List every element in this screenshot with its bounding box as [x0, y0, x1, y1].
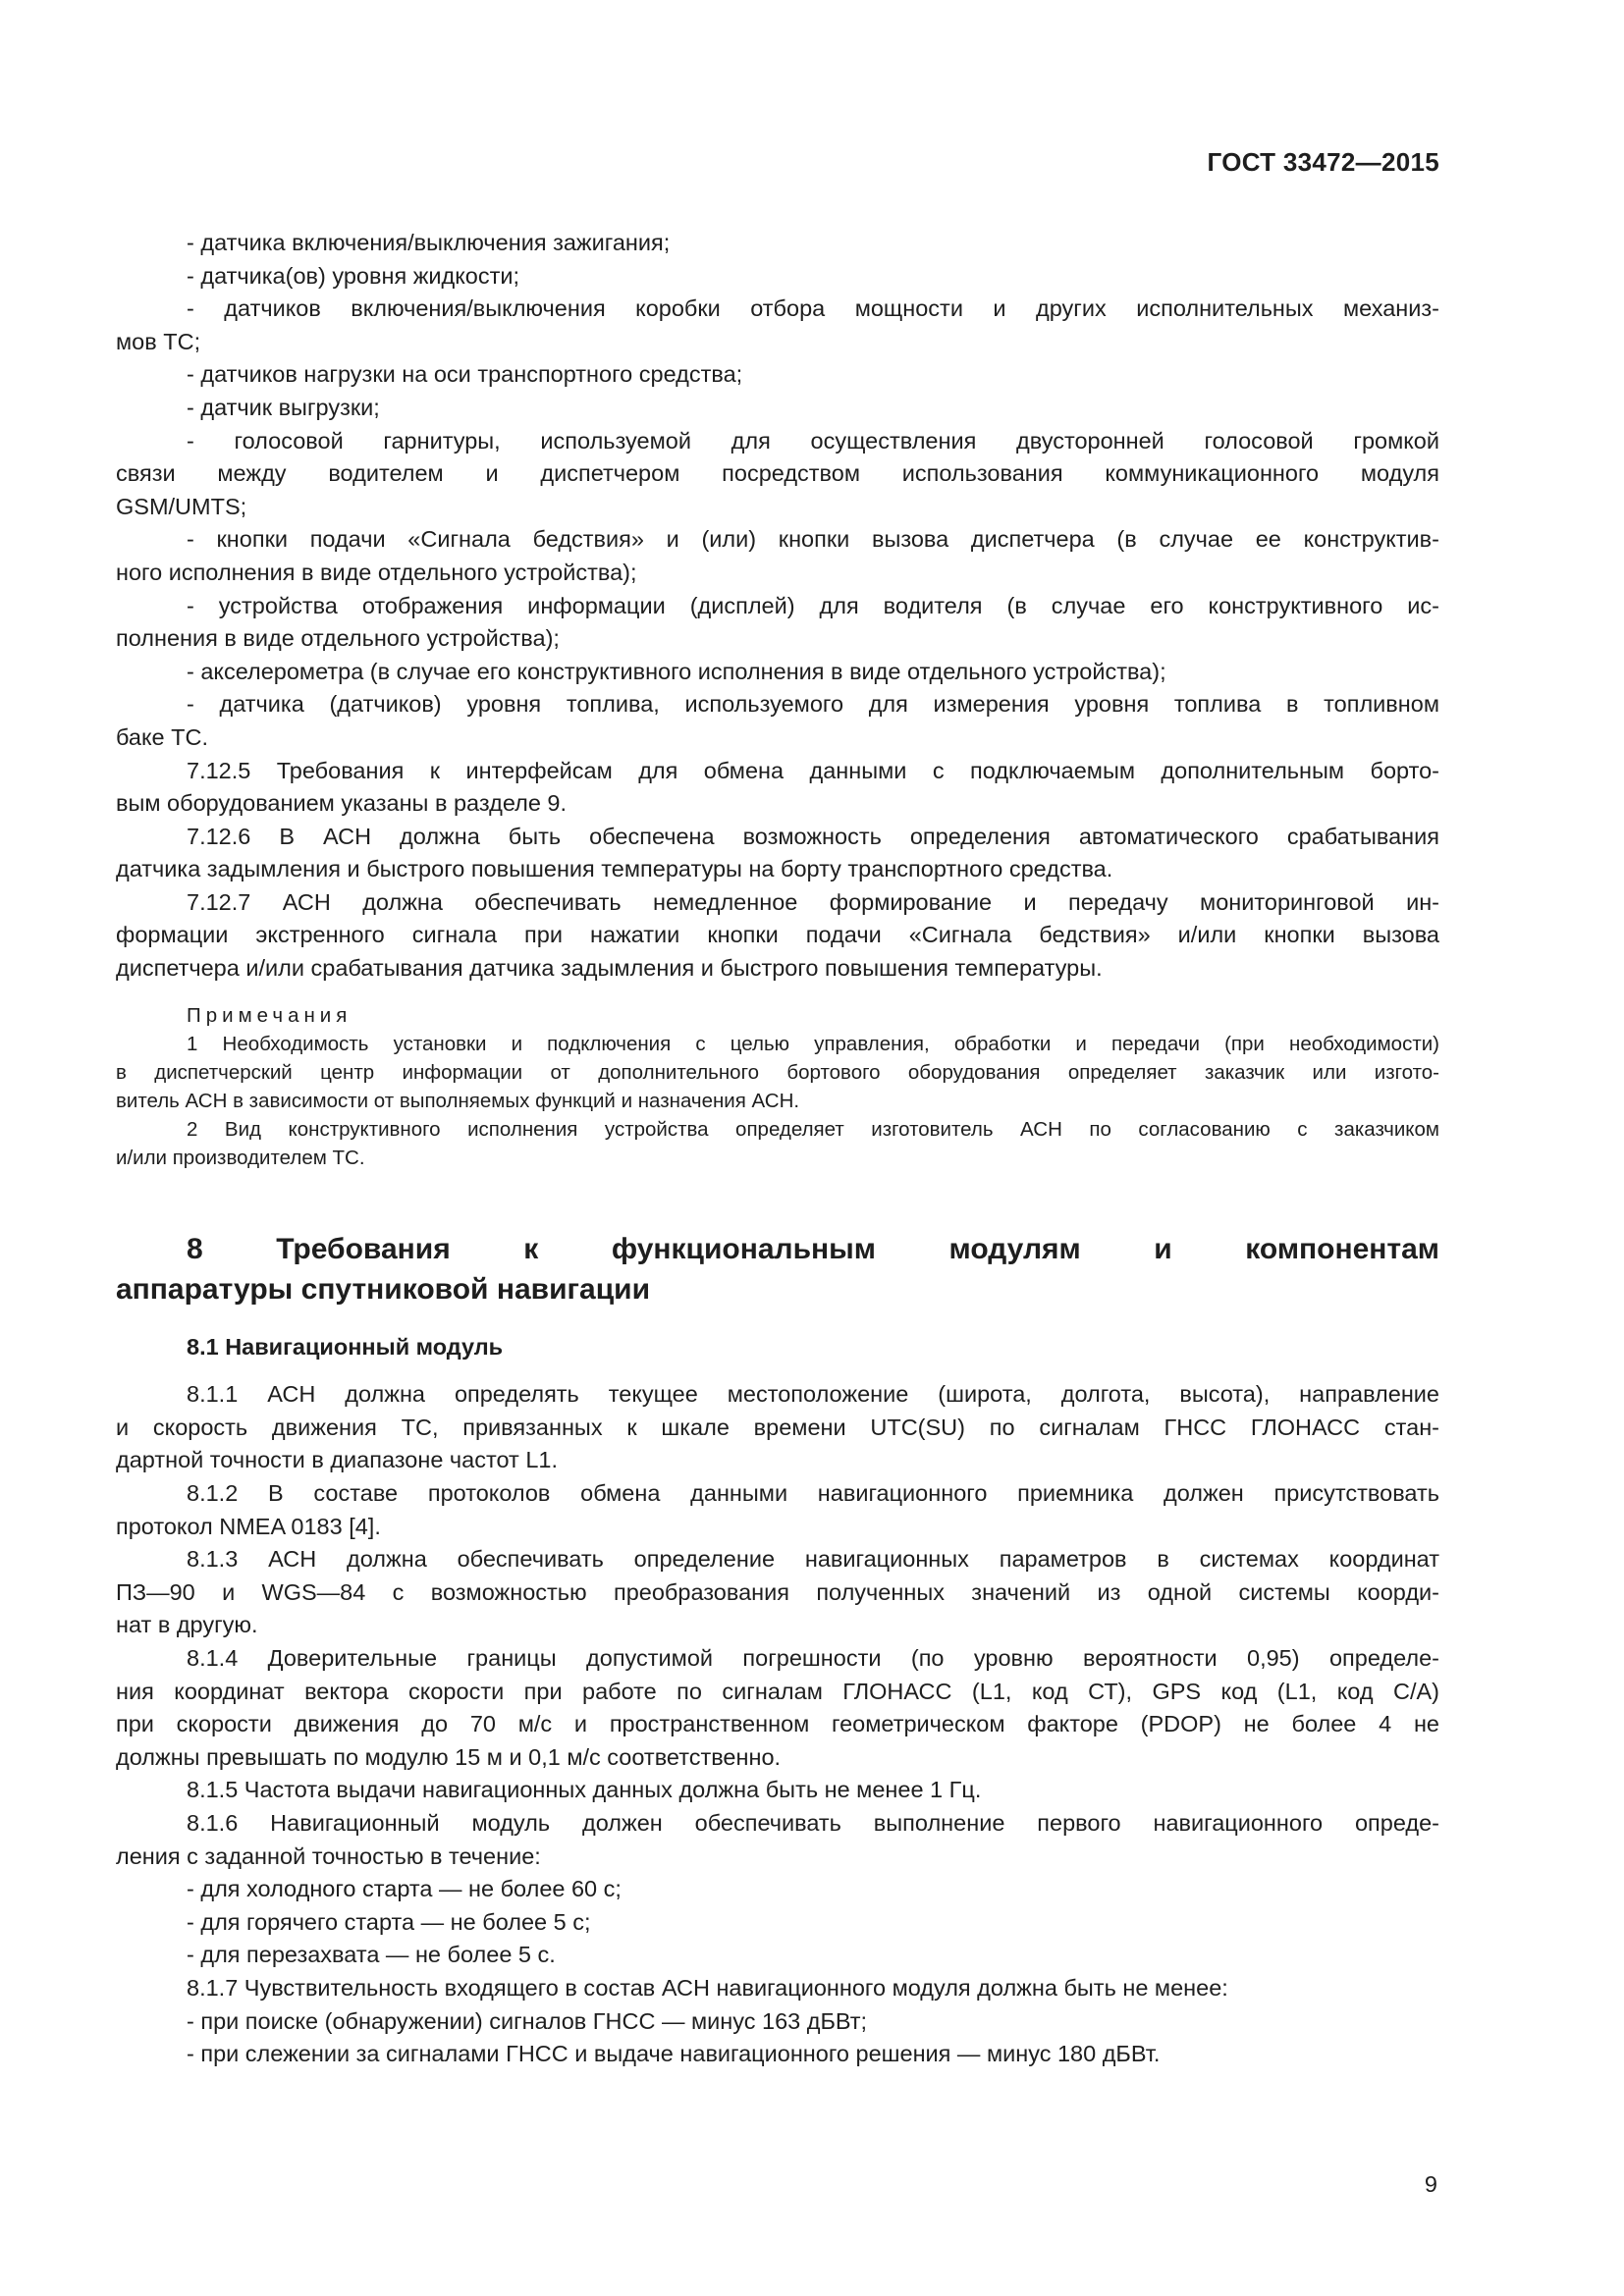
text-line: - датчика включения/выключения зажигания; — [187, 230, 671, 255]
paragraph — [116, 1873, 1439, 1906]
paragraph — [116, 1906, 1439, 1940]
text-line: 8.1.2 В составе протоколов обмена данными навигационного приемника должен присутствовать — [187, 1480, 1439, 1507]
text-line: - акселерометра (в случае его конструктивного исполнения в виде отдельного устройства); — [187, 658, 1166, 684]
paragraph — [116, 821, 1439, 886]
paragraph — [116, 425, 1439, 524]
text-line: - датчиков нагрузки на оси транспортного средства; — [187, 361, 743, 388]
text-line: в диспетчерский центр информации от дополнительного бортового оборудования определяет заказчик или изгото- — [116, 1060, 1439, 1084]
text-line: - датчика(ов) уровня жидкости; — [187, 262, 520, 289]
note-paragraph — [116, 1030, 1439, 1115]
text-line: 2 Вид конструктивного исполнения устройства определяет изготовитель АСН по согласованию с заказчиком — [187, 1117, 1439, 1141]
text-line: связи между водителем и диспетчером посредством использования коммуникационного модуля — [116, 460, 1439, 487]
text-line: 8.1.7 Чувствительность входящего в состав АСН навигационного модуля должна быть не менее: — [187, 1974, 1228, 2001]
text-line: ления с заданной точностью в течение: — [116, 1842, 541, 1869]
paragraph — [116, 260, 1439, 294]
text-line: 1 Необходимость установки и подключения с целью управления, обработки и передачи (при необходимости) — [187, 1032, 1439, 1055]
text-line: 7.12.5 Требования к интерфейсам для обмена данными с подключаемым дополнительным борто- — [187, 757, 1439, 783]
page-number: 9 — [1424, 2171, 1437, 2197]
paragraph — [116, 227, 1439, 260]
paragraph — [116, 688, 1439, 754]
text-line: 8.1.6 Навигационный модуль должен обеспечивать выполнение первого навигационного опреде- — [187, 1809, 1439, 1836]
text-line: 8.1.4 Доверительные границы допустимой погрешности (по уровню вероятности 0,95) определе- — [187, 1645, 1439, 1671]
paragraph — [116, 886, 1439, 986]
paragraph — [116, 523, 1439, 589]
text-line: - для перезахвата — не более 5 с. — [187, 1942, 556, 1968]
paragraph — [116, 1642, 1439, 1774]
text-line: - при слежении за сигналами ГНСС и выдаче навигационного решения — минус 180 дБВт. — [187, 2041, 1161, 2067]
text-line: 7.12.6 В АСН должна быть обеспечена возможность определения автоматического срабатывания — [187, 823, 1439, 849]
document-header-id: ГОСТ 33472—2015 — [1207, 147, 1439, 177]
page-content — [116, 227, 1439, 2071]
text-line: витель АСН в зависимости от выполняемых функций и назначения АСН. — [116, 1089, 800, 1112]
text-line: 7.12.7 АСН должна обеспечивать немедленное формирование и передачу мониторинговой ин- — [187, 888, 1439, 915]
text-line: GSM/UMTS; — [116, 493, 247, 519]
text-line: - устройства отображения информации (дисплей) для водителя (в случае его конструктивного ис- — [187, 592, 1439, 618]
paragraph — [116, 1939, 1439, 1972]
text-line: и/или производителем ТС. — [116, 1146, 365, 1169]
text-line: 8.1 Навигационный модуль — [187, 1333, 504, 1360]
text-line: полнения в виде отдельного устройства); — [116, 625, 560, 652]
text-line: баке ТС. — [116, 723, 208, 750]
text-line: - кнопки подачи «Сигнала бедствия» и (или) кнопки вызова диспетчера (в случае ее конструктив- — [187, 526, 1439, 553]
text-line: нат в другую. — [116, 1612, 258, 1638]
paragraph — [116, 1972, 1439, 2005]
text-line: 8.1.3 АСН должна обеспечивать определение навигационных параметров в системах координат — [187, 1546, 1439, 1573]
text-line: Примечания — [187, 1003, 352, 1027]
section-heading — [116, 1229, 1439, 1309]
text-line: - датчика (датчиков) уровня топлива, используемого для измерения уровня топлива в топливном — [187, 691, 1439, 718]
text-line: при скорости движения до 70 м/с и пространственном геометрическом факторе (PDOP) не более 4 не — [116, 1711, 1439, 1737]
subsection-heading — [116, 1331, 1439, 1364]
text-line: ПЗ—90 и WGS—84 с возможностью преобразования полученных значений из одной системы коорди- — [116, 1578, 1439, 1605]
text-line: 8.1.5 Частота выдачи навигационных данных должна быть не менее 1 Гц. — [187, 1777, 982, 1803]
text-line: аппаратуры спутниковой навигации — [116, 1272, 651, 1306]
text-line: протокол NMEA 0183 [4]. — [116, 1513, 381, 1539]
text-line: - голосовой гарнитуры, используемой для осуществления двусторонней голосовой громкой — [187, 427, 1439, 454]
text-line: - при поиске (обнаружении) сигналов ГНСС — минус 163 дБВт; — [187, 2007, 868, 2034]
text-line: ния координат вектора скорости при работе по сигналам ГЛОНАСС (L1, код СТ), GPS код (L1, код С/А) — [116, 1678, 1439, 1704]
text-line: вым оборудованием указаны в разделе 9. — [116, 790, 568, 817]
text-line: ного исполнения в виде отдельного устройства); — [116, 559, 637, 585]
text-line: должны превышать по модулю 15 м и 0,1 м/с соответственно. — [116, 1743, 782, 1770]
paragraph — [116, 755, 1439, 821]
paragraph — [116, 1477, 1439, 1543]
text-line: формации экстренного сигнала при нажатии кнопки подачи «Сигнала бедствия» и/или кнопки вызова — [116, 922, 1439, 948]
paragraph — [116, 1774, 1439, 1807]
note-paragraph — [116, 1115, 1439, 1172]
paragraph — [116, 1543, 1439, 1642]
paragraph — [116, 1378, 1439, 1477]
paragraph — [116, 656, 1439, 689]
text-line: 8.1.1 АСН должна определять текущее местоположение (широта, долгота, высота), направление — [187, 1381, 1439, 1408]
text-line: мов ТС; — [116, 328, 201, 354]
text-line: датчика задымления и быстрого повышения температуры на борту транспортного средства. — [116, 856, 1113, 882]
text-line: дартной точности в диапазоне частот L1. — [116, 1447, 558, 1473]
paragraph — [116, 2005, 1439, 2039]
text-line: - для холодного старта — не более 60 с; — [187, 1876, 622, 1902]
paragraph — [116, 392, 1439, 425]
text-line: - датчик выгрузки; — [187, 394, 380, 420]
text-line: диспетчера и/или срабатывания датчика задымления и быстрого повышения температуры. — [116, 955, 1103, 982]
text-line: 8 Требования к функциональным модулям и компонентам — [187, 1232, 1439, 1265]
text-line: и скорость движения ТС, привязанных к шкале времени UTC(SU) по сигналам ГНСС ГЛОНАСС стан- — [116, 1414, 1439, 1440]
notes-title — [116, 1001, 1439, 1030]
paragraph — [116, 1807, 1439, 1873]
paragraph — [116, 293, 1439, 358]
paragraph — [116, 358, 1439, 392]
paragraph — [116, 590, 1439, 656]
text-line: - датчиков включения/выключения коробки отбора мощности и других исполнительных механиз- — [187, 295, 1439, 322]
text-line: - для горячего старта — не более 5 с; — [187, 1908, 591, 1935]
paragraph — [116, 2038, 1439, 2071]
